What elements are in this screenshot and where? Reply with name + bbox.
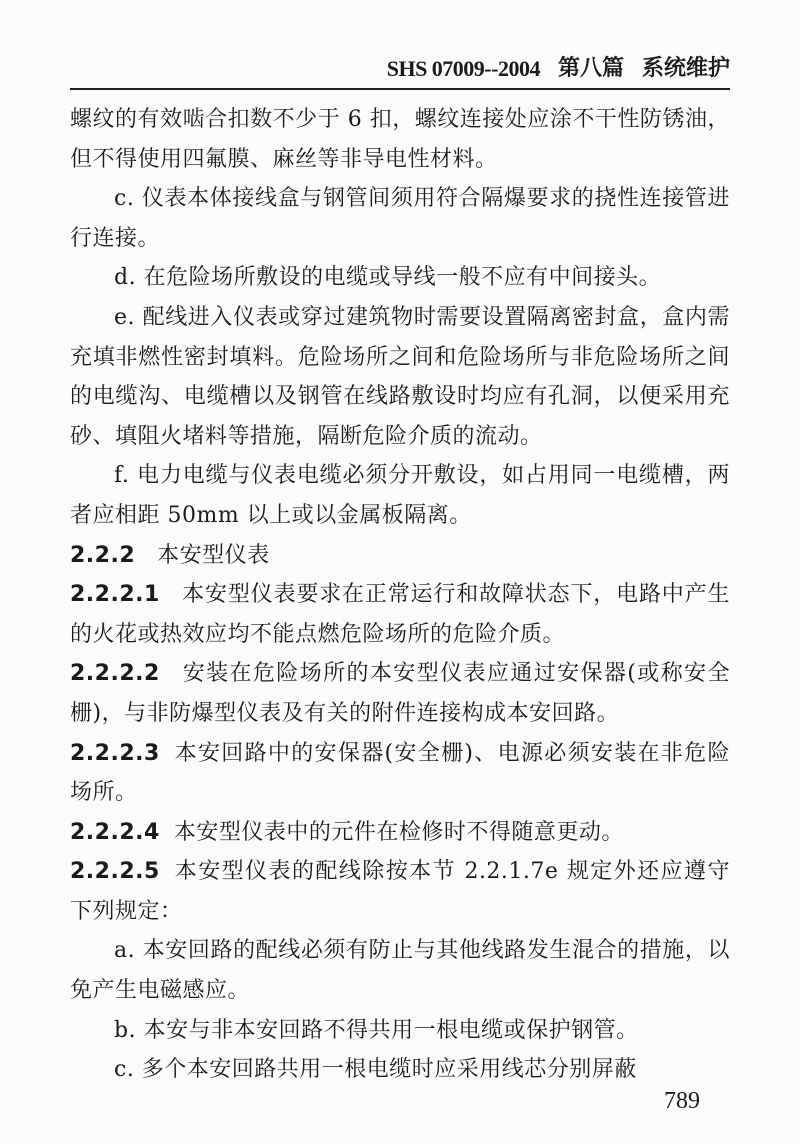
page-number: 789 bbox=[664, 1088, 700, 1114]
clause-text: 安装在危险场所的本安型仪表应通过安保器(或称安全栅)，与非防爆型仪表及有关的附件连接构成本安回路。 bbox=[70, 661, 730, 726]
clause-number: 2.2.2.2 bbox=[70, 661, 160, 687]
item-a: a. 本安回路的配线必须有防止与其他线路发生混合的措施，以免产生电磁感应。 bbox=[70, 938, 730, 1004]
running-header bbox=[70, 40, 730, 90]
part-title: 系统维护 bbox=[641, 55, 730, 81]
section-title: 本安型仪表 bbox=[157, 542, 270, 568]
item-c: c. 仪表本体接线盒与钢管间须用符合隔爆要求的挠性连接管进行连接。 bbox=[70, 186, 730, 251]
clause-text: 本安回路中的安保器(安全栅)、电源必须安装在非危险场所。 bbox=[70, 740, 730, 806]
clause-2-2-2-1 bbox=[70, 575, 730, 654]
section-heading bbox=[70, 536, 730, 576]
clause-number: 2.2.2.4 bbox=[70, 819, 160, 845]
item-f: f. 电力电缆与仪表电缆必须分开敷设，如占用同一电缆槽，两者应相距 50mm 以上或以金属板隔离。 bbox=[70, 463, 730, 528]
item-b: b. 本安与非本安回路不得共用一根电缆或保护钢管。 bbox=[114, 1017, 639, 1043]
item-d: d. 在危险场所敷设的电缆或导线一般不应有中间接头。 bbox=[114, 265, 662, 291]
standard-code: SHS 07009--2004 bbox=[386, 56, 540, 81]
clause-text: 本安型仪表的配线除按本节 2.2.1.7e 规定外还应遵守下列规定： bbox=[70, 859, 730, 924]
section-number: 2.2.2 bbox=[70, 542, 136, 568]
item-e: e. 配线进入仪表或穿过建筑物时需要设置隔离密封盒，盒内需充填非燃性密封填料。危险场所之间和危险场所与非危险场所之间的电缆沟、电缆槽以及钢管在线路敷设时均应有孔洞，以便采用充砂、填阻火堵料等措施，隔断危险介质的流动。 bbox=[70, 304, 730, 449]
page-body bbox=[70, 100, 730, 1090]
part-label: 第八篇 bbox=[557, 55, 624, 81]
clause-text: 本安型仪表中的元件在检修时不得随意更动。 bbox=[173, 819, 624, 845]
item-c-last: c. 多个本安回路共用一根电缆时应采用线芯分别屏蔽 bbox=[114, 1057, 637, 1083]
clause-text: 本安型仪表要求在正常运行和故障状态下，电路中产生的火花或热效应均不能点燃危险场所的危险介质。 bbox=[70, 582, 730, 647]
clause-number: 2.2.2.1 bbox=[70, 582, 160, 608]
clause-number: 2.2.2.3 bbox=[70, 740, 160, 766]
clause-2-2-2-3 bbox=[70, 734, 730, 813]
clause-2-2-2-4 bbox=[70, 813, 730, 853]
clause-number: 2.2.2.5 bbox=[70, 859, 160, 885]
clause-2-2-2-5 bbox=[70, 852, 730, 931]
paragraph-continuation: 螺纹的有效啮合扣数不少于 6 扣，螺纹连接处应涂不干性防锈油，但不得使用四氟膜、麻丝等非导电性材料。 bbox=[70, 107, 730, 172]
clause-2-2-2-2 bbox=[70, 654, 730, 733]
